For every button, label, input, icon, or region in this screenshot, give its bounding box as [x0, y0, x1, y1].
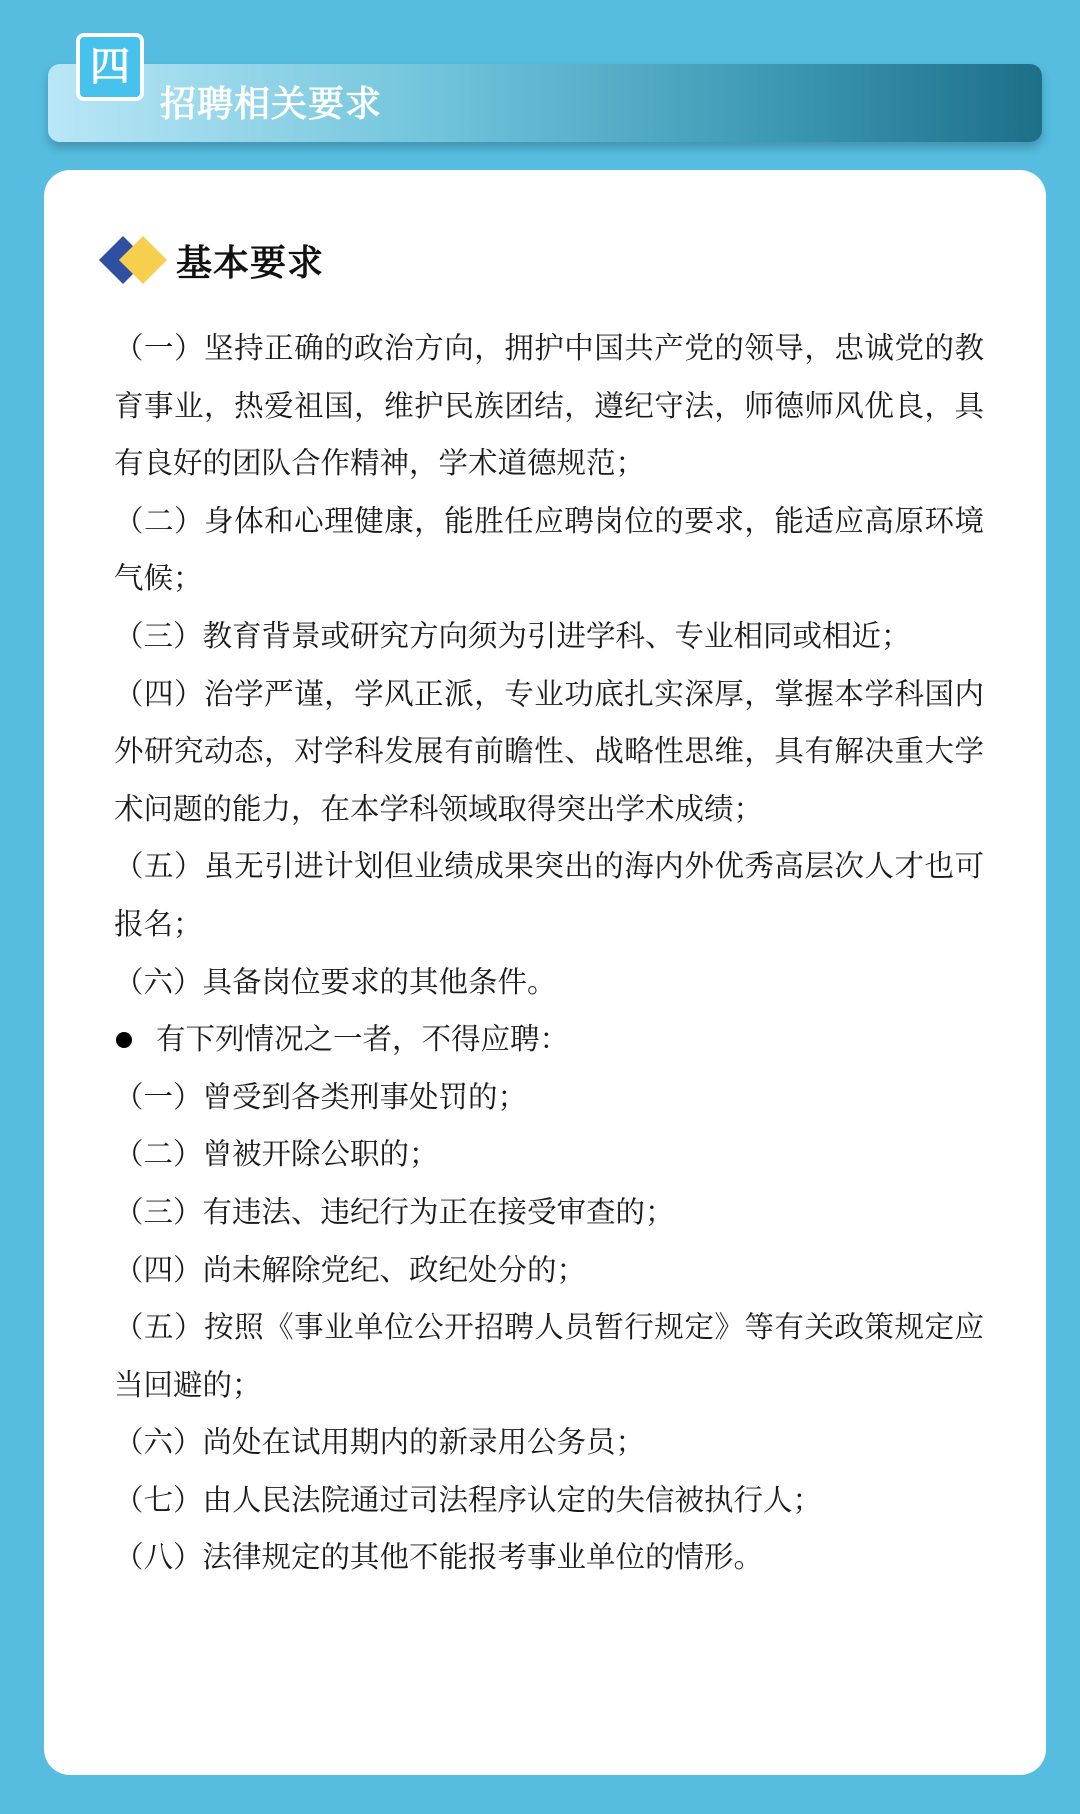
exclusion-item-1: （一）曾受到各类刑事处罚的；	[114, 1079, 528, 1114]
exclusions-intro: 有下列情况之一者，不得应聘：	[156, 1022, 570, 1057]
requirement-item-6: （六）具备岗位要求的其他条件。	[114, 964, 557, 999]
requirement-item-3: （三）教育背景或研究方向须为引进学科、专业相同或相近；	[114, 618, 911, 653]
requirement-item-1: （一）坚持正确的政治方向，拥护中国共产党的领导，忠诚党的教育事业，热爱祖国，维护民族团结，遵纪守法，师德师风优良，具有良好的团队合作精神，学术道德规范；	[114, 331, 984, 481]
exclusion-item-3: （三）有违法、违纪行为正在接受审查的；	[114, 1194, 675, 1229]
exclusion-item-8: （八）法律规定的其他不能报考事业单位的情形。	[114, 1540, 764, 1575]
exclusion-item-2: （二）曾被开除公职的；	[114, 1137, 439, 1172]
exclusion-item-6: （六）尚处在试用期内的新录用公务员；	[114, 1425, 646, 1460]
subheading	[100, 228, 324, 292]
section-title: 招聘相关要求	[160, 84, 383, 125]
requirement-item-5: （五）虽无引进计划但业绩成果突出的海内外优秀高层次人才也可报名；	[114, 849, 984, 941]
exclusion-item-5: （五）按照《事业单位公开招聘人员暂行规定》等有关政策规定应当回避的；	[114, 1310, 984, 1402]
bullet-dot-icon	[116, 1032, 132, 1048]
exclusion-item-7: （七）由人民法院通过司法程序认定的失信被执行人；	[114, 1482, 823, 1517]
subheading-text: 基本要求	[176, 242, 325, 284]
double-diamond-icon	[100, 232, 170, 288]
requirements-content	[114, 320, 984, 1587]
section-number-badge: 四	[76, 33, 144, 101]
requirement-item-4: （四）治学严谨，学风正派，专业功底扎实深厚，掌握本学科国内外研究动态，对学科发展有前瞻性、战略性思维，具有解决重大学术问题的能力，在本学科领域取得突出学术成绩；	[114, 676, 984, 826]
requirement-item-2: （二）身体和心理健康，能胜任应聘岗位的要求，能适应高原环境气候；	[114, 503, 984, 596]
exclusions-intro-line	[112, 1011, 984, 1069]
exclusion-item-4: （四）尚未解除党纪、政纪处分的；	[114, 1252, 587, 1287]
